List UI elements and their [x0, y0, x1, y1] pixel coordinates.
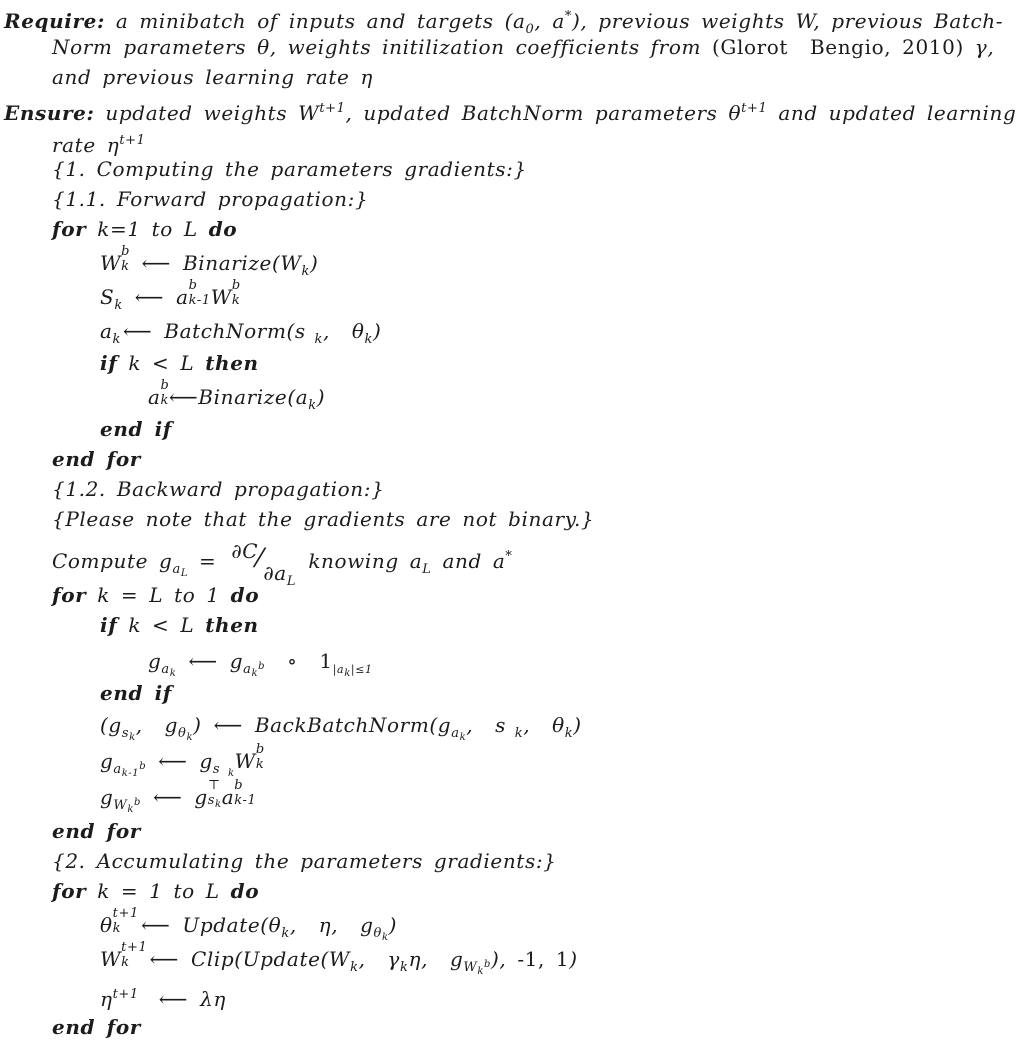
update-weights-line: W t+1 k ⟵ $Clip(Update(W_k$, $\gamma_k\eta$, $g_{W_k^b}$), -1, 1) — [100, 940, 578, 977]
ensure-line-1: Ensure: updated weights $W^{t+1}$, updated BatchNorm parameters $\theta^{t+1}$ and updated learning — [4, 101, 1016, 125]
do-keyword-3: do — [230, 879, 260, 903]
binarize-weights-line: W b k ⟵ $Binarize(W_k)$ — [100, 244, 319, 279]
backward-for-line — [52, 578, 259, 612]
require-keyword: Require — [4, 9, 97, 33]
end-if-backward: end if — [100, 681, 173, 705]
compute-word: Compute — [52, 549, 149, 573]
compute-gradient-line: Compute $g_{a_L}$ = ∂C ⁄ $\partial a_L$ knowing $a_L$ and a* — [52, 538, 513, 589]
binarize-fn: Binarize — [182, 251, 272, 275]
for-keyword-3: for — [52, 879, 87, 903]
clip-fn: Clip — [190, 947, 235, 971]
comment-note: {Please note that the gradients are not binary.} — [52, 507, 595, 531]
do-keyword-2: do — [230, 583, 260, 607]
batchnorm-line: $a_k$ ⟵ BatchNorm(s $_k$, $\theta_k$) — [100, 319, 382, 347]
require-line-2: Norm parameters θ, weights initilization coefficients from (Glorot Bengio, 2010) γ, — [52, 35, 995, 59]
comment-forward: {1.1. Forward propagation:} — [52, 187, 369, 211]
ensure-keyword: Ensure — [4, 101, 87, 125]
if-line-backward — [100, 608, 259, 642]
condition-backward: k < L — [128, 613, 195, 637]
comment-backward: {1.2. Backward propagation:} — [52, 477, 385, 501]
grad-weights-line: $g_{W_k^b}$ ⟵ g ⊤ $s_k$ a b k-1 — [100, 778, 257, 815]
batchnorm-fn: BatchNorm — [164, 319, 287, 343]
require-line-3: and previous learning rate η — [52, 65, 373, 89]
binarize-activation-line: a b k $⟵Binarize(a_k)$ — [148, 378, 326, 413]
update-fn-2: Update — [242, 947, 321, 971]
forward-for-line — [52, 212, 237, 246]
for-keyword-2: for — [52, 583, 87, 607]
then-keyword: then — [205, 351, 259, 375]
ste-gradient-line: $g_{a_k}⟵$ $g_{a_k^b}$ ∘ $1_{|ak|\le 1}$ — [148, 649, 373, 679]
fraction-dc-dal: ∂C ⁄ $\partial a_L$ — [231, 538, 297, 589]
do-keyword: do — [208, 217, 238, 241]
grad-prev-activation-line: $g_{a_{k-1}^b}$ ⟵ $g_{s _k}W$ b k — [100, 742, 265, 779]
compute-s-line: $S_k$ ⟵ a b k-1 W b k — [100, 278, 241, 313]
then-keyword-2: then — [205, 613, 259, 637]
comment-computing: {1. Computing the parameters gradients:} — [52, 157, 527, 181]
end-for-update: end for — [52, 1015, 141, 1039]
clip-bounds: -1, 1 — [517, 947, 570, 971]
ensure-line-2: rate $\eta^{t+1}$ — [52, 133, 146, 157]
and-word: and — [442, 549, 482, 573]
update-lr-line: $\eta^{t+1}$ ⟵ λη — [100, 987, 226, 1011]
update-theta-line: θ t+1 k ⟵ $Update(\theta_k$, η, $g_{\theta_k}$) — [100, 906, 398, 943]
backbatchnorm-line: ($g_{s_k}$, $g_{\theta_k}$) ⟵ $BackBatchNorm(g_{a_k}$, s $_k$, $\theta_k$) — [100, 713, 582, 743]
backward-loop-range: k = L to 1 — [97, 583, 220, 607]
forward-loop-range: k=1 to L — [97, 217, 198, 241]
if-line-forward — [100, 346, 259, 380]
require-line-1: Require: a minibatch of inputs and targets ($a_0$, a*), previous weights W, previous Batch- — [4, 9, 1004, 37]
end-if-forward: end if — [100, 417, 173, 441]
if-keyword-2: if — [100, 613, 118, 637]
end-for-forward: end for — [52, 447, 141, 471]
backbatchnorm-fn: BackBatchNorm — [254, 713, 430, 737]
condition-forward: k < L — [128, 351, 195, 375]
update-fn: Update — [182, 913, 261, 937]
for-keyword: for — [52, 217, 87, 241]
if-keyword: if — [100, 351, 118, 375]
update-for-line — [52, 874, 259, 908]
knowing-word: knowing — [308, 549, 399, 573]
comment-accumulating: {2. Accumulating the parameters gradients:} — [52, 849, 557, 873]
end-for-backward: end for — [52, 819, 141, 843]
update-loop-range: k = 1 to L — [97, 879, 220, 903]
binarize-fn-2: Binarize — [198, 385, 288, 409]
